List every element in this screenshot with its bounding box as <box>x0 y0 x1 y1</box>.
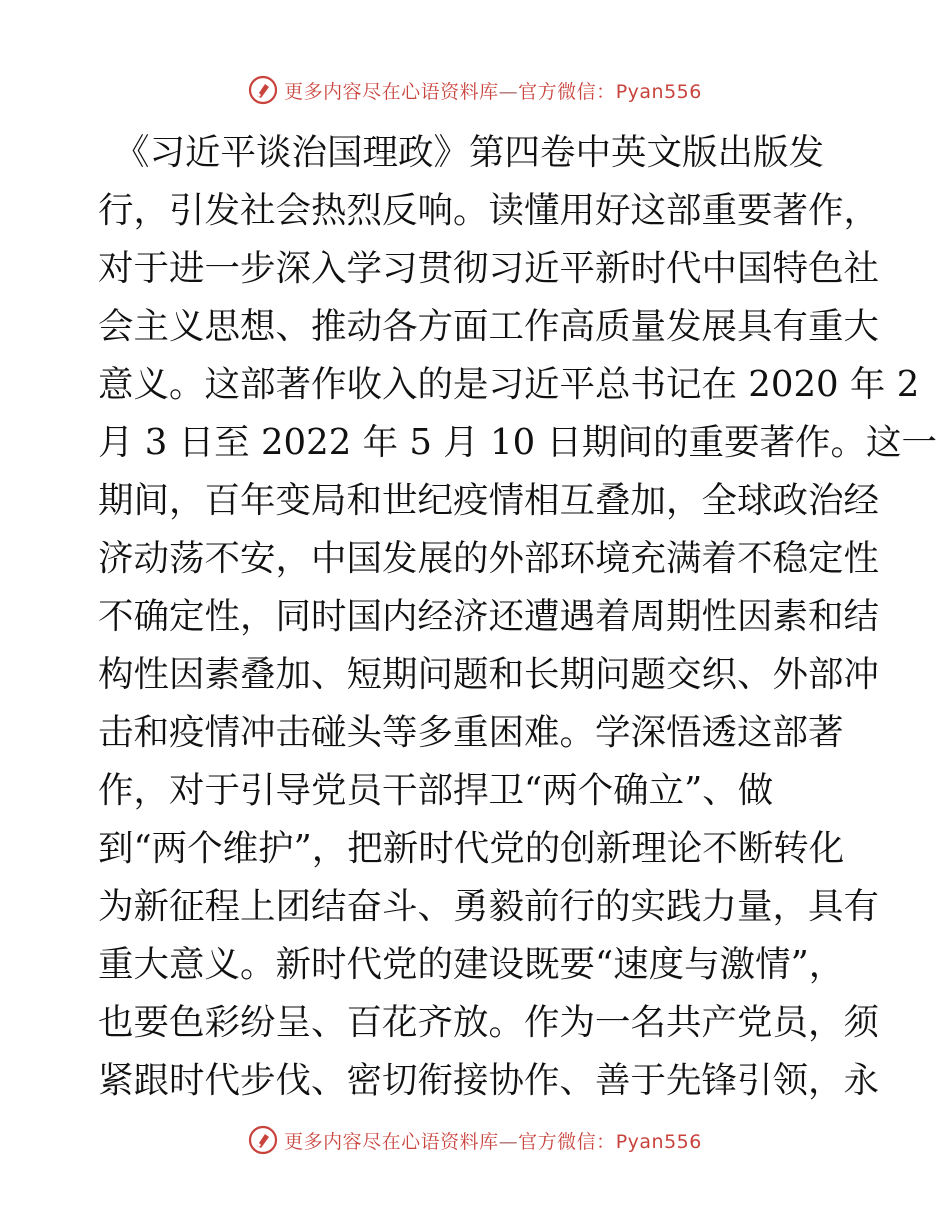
text-line: 期间，百年变局和世纪疫情相互叠加，全球政治经 <box>98 480 880 521</box>
text-line: 意义。这部著作收入的是习近平总书记在 2020 年 2 <box>98 364 920 405</box>
text-line: 对于进一步深入学习贯彻习近平新时代中国特色社 <box>98 248 880 289</box>
text-line: 击和疫情冲击碰头等多重困难。学深悟透这部著 <box>98 712 844 753</box>
text-line: 会主义思想、推动各方面工作高质量发展具有重大 <box>98 306 880 347</box>
text-line: 《习近平谈治国理政》第四卷中英文版出版发 <box>114 132 825 173</box>
text-line: 也要色彩纷呈、百花齐放。作为一名共产党员，须 <box>98 1002 880 1043</box>
text-line: 紧跟时代步伐、密切衔接协作、善于先锋引领，永 <box>98 1060 880 1101</box>
text-line: 行，引发社会热烈反响。读懂用好这部重要著作， <box>98 190 880 231</box>
text-line: 作，对于引导党员干部捍卫“两个确立”、做 <box>98 770 774 811</box>
text-line: 重大意义。新时代党的建设既要“速度与激情”， <box>98 944 845 985</box>
header-watermark <box>0 70 950 110</box>
pen-nib-logo-icon <box>248 75 278 105</box>
text-line: 月 3 日至 2022 年 5 月 10 日期间的重要著作。这一 <box>98 422 937 463</box>
text-line: 构性因素叠加、短期问题和长期问题交织、外部冲 <box>98 654 880 695</box>
text-line: 不确定性，同时国内经济还遭遇着周期性因素和结 <box>98 596 880 637</box>
text-line: 为新征程上团结奋斗、勇毅前行的实践力量，具有 <box>98 886 880 927</box>
text-line: 到“两个维护”，把新时代党的创新理论不断转化 <box>98 828 845 869</box>
watermark-text: 更多内容尽在心语资料库—官方微信：Pyan556 <box>284 1130 702 1153</box>
pen-nib-logo-icon <box>248 1125 278 1155</box>
document-body <box>98 124 937 1110</box>
footer-watermark <box>0 1120 950 1160</box>
watermark-text: 更多内容尽在心语资料库—官方微信：Pyan556 <box>284 80 702 103</box>
text-line: 济动荡不安，中国发展的外部环境充满着不稳定性 <box>98 538 880 579</box>
